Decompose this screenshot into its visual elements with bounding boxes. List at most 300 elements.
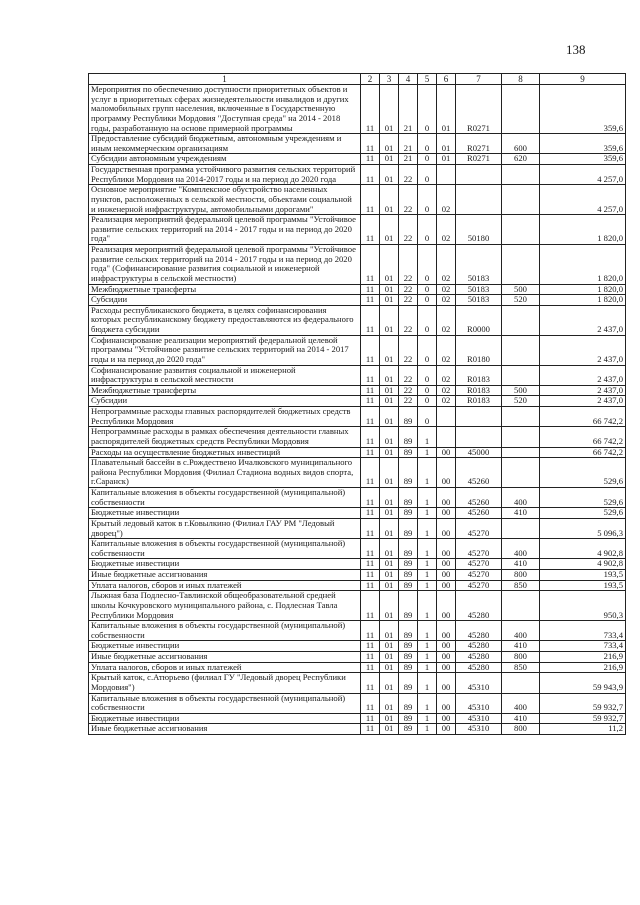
row-code: 11	[361, 215, 380, 245]
row-code: 00	[437, 621, 456, 641]
row-name: Капитальные вложения в объекты государственной (муниципальной) собственности	[89, 621, 361, 641]
row-code: 01	[380, 570, 399, 581]
row-code	[502, 335, 540, 365]
row-code: 11	[361, 85, 380, 134]
row-code: 00	[437, 693, 456, 713]
row-amount: 193,5	[540, 580, 626, 591]
row-code: 11	[361, 335, 380, 365]
row-code	[502, 365, 540, 385]
row-amount: 4 257,0	[540, 165, 626, 185]
row-code: 02	[437, 396, 456, 407]
row-code: 00	[437, 641, 456, 652]
row-name: Основное мероприятие "Комплексное обустройство населенных пунктов, расположенных в сельской местности, объектами социальной и инженерной инфраструктуры, автомобильными дорогами"	[89, 185, 361, 215]
row-code: 01	[380, 407, 399, 427]
row-code: 45280	[456, 621, 502, 641]
row-code: 11	[361, 652, 380, 663]
row-code: 1	[418, 580, 437, 591]
row-code: 89	[399, 407, 418, 427]
row-name: Уплата налогов, сборов и иных платежей	[89, 662, 361, 673]
row-code: R0180	[456, 335, 502, 365]
row-code: 1	[418, 488, 437, 508]
row-code	[502, 447, 540, 458]
table-row	[89, 447, 626, 458]
row-amount: 66 742,2	[540, 427, 626, 447]
row-name: Межбюджетные трансферты	[89, 284, 361, 295]
row-code: 01	[380, 724, 399, 735]
row-code: 50183	[456, 295, 502, 306]
table-body	[89, 85, 626, 735]
table-row	[89, 427, 626, 447]
row-code: 89	[399, 570, 418, 581]
row-code: 00	[437, 447, 456, 458]
row-code: 11	[361, 154, 380, 165]
row-code: 22	[399, 245, 418, 285]
row-code: 01	[380, 365, 399, 385]
row-code	[502, 427, 540, 447]
row-code: 00	[437, 559, 456, 570]
table-row	[89, 165, 626, 185]
row-name: Субсидии	[89, 396, 361, 407]
table-row	[89, 305, 626, 335]
row-code: 410	[502, 559, 540, 570]
row-code	[502, 85, 540, 134]
row-code: R0000	[456, 305, 502, 335]
row-name: Крытый каток, с.Атюрьево (филиал ГУ "Ледовый дворец Республики Мордовия")	[89, 673, 361, 693]
table-row	[89, 488, 626, 508]
row-code: 11	[361, 693, 380, 713]
row-code: 01	[380, 396, 399, 407]
row-code: 0	[418, 335, 437, 365]
row-code: 00	[437, 580, 456, 591]
row-code: 89	[399, 580, 418, 591]
header-cell: 5	[418, 74, 437, 85]
row-code	[502, 165, 540, 185]
row-amount: 733,4	[540, 641, 626, 652]
row-code: 02	[437, 245, 456, 285]
row-amount: 4 257,0	[540, 185, 626, 215]
row-code	[437, 427, 456, 447]
row-name: Реализация мероприятий федеральной целевой программы "Устойчивое развитие сельских территорий на 2014 - 2017 годы и на период до 2020 года" (Софинансирование развития социальной и инженерной инфраструктуры в сельской местности)	[89, 245, 361, 285]
row-code: 0	[418, 407, 437, 427]
row-code: 45260	[456, 458, 502, 488]
row-code: 22	[399, 305, 418, 335]
row-name: Бюджетные инвестиции	[89, 713, 361, 724]
row-name: Крытый ледовый каток в г.Ковылкино (Филиал ГАУ РМ "Ледовый дворец")	[89, 518, 361, 538]
row-code: 01	[380, 641, 399, 652]
row-code: 45280	[456, 591, 502, 621]
row-code: 00	[437, 652, 456, 663]
table-row	[89, 396, 626, 407]
table-row	[89, 185, 626, 215]
table-row	[89, 662, 626, 673]
row-name: Мероприятия по обеспечению доступности приоритетных объектов и услуг в приоритетных сферах жизнедеятельности инвалидов и других маломобильных групп населения, включенные в Государственную программу Республики Мордовия "Доступная среда" на 2014 - 2018 годы, разработанную на основе примерной программы	[89, 85, 361, 134]
row-name: Капитальные вложения в объекты государственной (муниципальной) собственности	[89, 488, 361, 508]
row-code: 520	[502, 295, 540, 306]
row-code: 11	[361, 447, 380, 458]
row-code: 45270	[456, 570, 502, 581]
row-amount: 529,6	[540, 458, 626, 488]
row-code: 89	[399, 559, 418, 570]
row-code: 1	[418, 458, 437, 488]
header-cell: 8	[502, 74, 540, 85]
row-name: Капитальные вложения в объекты государственной (муниципальной) собственности	[89, 693, 361, 713]
row-code: 0	[418, 365, 437, 385]
row-code: 11	[361, 724, 380, 735]
row-code: 22	[399, 335, 418, 365]
row-code: 0	[418, 284, 437, 295]
row-name: Софинансирование реализации мероприятий федеральной целевой программы "Устойчивое развитие сельских территорий на 2014 - 2017 годы и на период до 2020 года"	[89, 335, 361, 365]
row-name: Непрограммные расходы главных распорядителей бюджетных средств Республики Мордовия	[89, 407, 361, 427]
header-row	[89, 74, 626, 85]
row-code: 22	[399, 185, 418, 215]
row-amount: 1 820,0	[540, 295, 626, 306]
table-row	[89, 134, 626, 154]
row-code: 89	[399, 641, 418, 652]
row-code: 11	[361, 165, 380, 185]
row-name: Субсидии	[89, 295, 361, 306]
row-name: Государственная программа устойчивого развития сельских территорий Республики Мордовия на 2014-2017 годы и на период до 2020 года	[89, 165, 361, 185]
row-code: 02	[437, 365, 456, 385]
row-amount: 2 437,0	[540, 396, 626, 407]
row-code	[502, 185, 540, 215]
row-code: 0	[418, 396, 437, 407]
row-code	[456, 407, 502, 427]
row-code: 520	[502, 396, 540, 407]
row-code: 11	[361, 245, 380, 285]
row-code: 620	[502, 154, 540, 165]
table-row	[89, 621, 626, 641]
row-code: 11	[361, 621, 380, 641]
row-code: 00	[437, 539, 456, 559]
row-name: Межбюджетные трансферты	[89, 385, 361, 396]
row-code: 0	[418, 185, 437, 215]
row-code: R0183	[456, 365, 502, 385]
row-code: 89	[399, 447, 418, 458]
row-code: 11	[361, 508, 380, 519]
row-amount: 5 096,3	[540, 518, 626, 538]
row-code: 02	[437, 295, 456, 306]
row-code	[456, 427, 502, 447]
row-code: 800	[502, 570, 540, 581]
row-code: 11	[361, 185, 380, 215]
row-name: Софинансирование развития социальной и инженерной инфраструктуры в сельской местности	[89, 365, 361, 385]
row-code: 800	[502, 652, 540, 663]
table-row	[89, 284, 626, 295]
row-code: 1	[418, 539, 437, 559]
row-code: 00	[437, 662, 456, 673]
row-code: 11	[361, 539, 380, 559]
header-cell: 3	[380, 74, 399, 85]
row-code: 21	[399, 154, 418, 165]
table-row	[89, 518, 626, 538]
row-code: 11	[361, 580, 380, 591]
row-code: 89	[399, 621, 418, 641]
row-code: 01	[380, 488, 399, 508]
row-code: 89	[399, 713, 418, 724]
row-code: 02	[437, 385, 456, 396]
row-code: 89	[399, 662, 418, 673]
row-amount: 2 437,0	[540, 365, 626, 385]
row-code: 89	[399, 652, 418, 663]
row-code: 00	[437, 724, 456, 735]
row-code: R0271	[456, 134, 502, 154]
row-code: 00	[437, 591, 456, 621]
row-code: 11	[361, 134, 380, 154]
row-code: 500	[502, 385, 540, 396]
row-code: 22	[399, 215, 418, 245]
row-amount: 1 820,0	[540, 284, 626, 295]
row-code: 11	[361, 641, 380, 652]
row-name: Предоставление субсидий бюджетным, автономным учреждениям и иным некоммерческим организациям	[89, 134, 361, 154]
row-amount: 2 437,0	[540, 305, 626, 335]
row-name: Бюджетные инвестиции	[89, 559, 361, 570]
table-row	[89, 673, 626, 693]
row-code: 01	[380, 335, 399, 365]
row-code: 89	[399, 458, 418, 488]
row-code	[502, 458, 540, 488]
row-code: 89	[399, 508, 418, 519]
row-code	[456, 165, 502, 185]
row-code: 22	[399, 385, 418, 396]
row-code: 50183	[456, 245, 502, 285]
table-row	[89, 724, 626, 735]
row-amount: 359,6	[540, 134, 626, 154]
row-code: R0183	[456, 396, 502, 407]
row-code: 45260	[456, 508, 502, 519]
row-code	[437, 407, 456, 427]
row-code: 89	[399, 518, 418, 538]
header-cell: 4	[399, 74, 418, 85]
row-code: 89	[399, 673, 418, 693]
row-amount: 529,6	[540, 508, 626, 519]
row-code: 45310	[456, 724, 502, 735]
row-name: Расходы республиканского бюджета, в целях софинансирования которых республиканскому бюджету предоставляются из федерального бюджета субсидии	[89, 305, 361, 335]
row-amount: 1 820,0	[540, 215, 626, 245]
row-code: 600	[502, 134, 540, 154]
row-code: 11	[361, 591, 380, 621]
row-code: 02	[437, 185, 456, 215]
header-cell: 9	[540, 74, 626, 85]
row-code: 01	[437, 154, 456, 165]
row-code: 00	[437, 570, 456, 581]
row-code: R0271	[456, 85, 502, 134]
row-code: 01	[380, 215, 399, 245]
row-code	[502, 245, 540, 285]
row-amount: 66 742,2	[540, 447, 626, 458]
row-code: 1	[418, 713, 437, 724]
row-code: 01	[380, 621, 399, 641]
row-code: 01	[380, 713, 399, 724]
row-code: 21	[399, 134, 418, 154]
budget-table	[88, 73, 626, 735]
row-code	[502, 591, 540, 621]
row-amount: 59 932,7	[540, 713, 626, 724]
row-code: 11	[361, 305, 380, 335]
table-row	[89, 580, 626, 591]
table-row	[89, 365, 626, 385]
row-name: Расходы на осуществление бюджетных инвестиций	[89, 447, 361, 458]
row-code: 89	[399, 488, 418, 508]
row-code: 1	[418, 559, 437, 570]
row-code: 400	[502, 621, 540, 641]
row-code: 0	[418, 295, 437, 306]
row-code: 11	[361, 673, 380, 693]
row-code: 02	[437, 215, 456, 245]
row-code: 11	[361, 488, 380, 508]
row-code: 11	[361, 365, 380, 385]
row-code: 11	[361, 295, 380, 306]
row-code: 01	[380, 284, 399, 295]
row-code: 01	[380, 185, 399, 215]
row-code: 1	[418, 570, 437, 581]
row-amount: 66 742,2	[540, 407, 626, 427]
row-code: 02	[437, 284, 456, 295]
row-amount: 193,5	[540, 570, 626, 581]
row-code: 21	[399, 85, 418, 134]
row-amount: 359,6	[540, 85, 626, 134]
header-cell: 6	[437, 74, 456, 85]
row-code: 1	[418, 508, 437, 519]
row-code: 02	[437, 305, 456, 335]
table-row	[89, 245, 626, 285]
row-code	[502, 215, 540, 245]
row-code: 01	[380, 458, 399, 488]
header-cell: 2	[361, 74, 380, 85]
row-amount: 216,9	[540, 662, 626, 673]
header-cell: 7	[456, 74, 502, 85]
table-row	[89, 713, 626, 724]
row-code: 1	[418, 673, 437, 693]
row-code: 1	[418, 447, 437, 458]
row-code: 01	[380, 154, 399, 165]
row-name: Реализация мероприятий федеральной целевой программы "Устойчивое развитие сельских территорий на 2014 - 2017 годы и на период до 2020 года"	[89, 215, 361, 245]
row-code: 01	[380, 518, 399, 538]
row-code: 0	[418, 154, 437, 165]
row-code: 45270	[456, 559, 502, 570]
row-code: 400	[502, 539, 540, 559]
row-code: 11	[361, 518, 380, 538]
page-number: 138	[566, 42, 586, 57]
row-code: 01	[380, 85, 399, 134]
row-name: Капитальные вложения в объекты государственной (муниципальной) собственности	[89, 539, 361, 559]
row-code: 410	[502, 641, 540, 652]
row-code: 11	[361, 385, 380, 396]
row-name: Иные бюджетные ассигнования	[89, 724, 361, 735]
row-code: 01	[380, 662, 399, 673]
row-code: 0	[418, 165, 437, 185]
row-code: 02	[437, 335, 456, 365]
row-name: Бюджетные инвестиции	[89, 508, 361, 519]
row-code: 89	[399, 591, 418, 621]
table-row	[89, 385, 626, 396]
row-amount: 950,3	[540, 591, 626, 621]
row-code: 850	[502, 662, 540, 673]
row-code: 0	[418, 134, 437, 154]
row-code: 22	[399, 165, 418, 185]
row-code: 00	[437, 518, 456, 538]
table-row	[89, 591, 626, 621]
row-code: 01	[380, 295, 399, 306]
row-code: 50180	[456, 215, 502, 245]
row-code: 01	[437, 134, 456, 154]
row-code: 400	[502, 488, 540, 508]
row-code: 01	[380, 508, 399, 519]
row-amount: 359,6	[540, 154, 626, 165]
table-row	[89, 295, 626, 306]
table-row	[89, 508, 626, 519]
row-name: Иные бюджетные ассигнования	[89, 652, 361, 663]
row-code	[502, 673, 540, 693]
row-code: 45270	[456, 518, 502, 538]
row-code: 01	[380, 305, 399, 335]
row-code: 11	[361, 458, 380, 488]
row-name: Уплата налогов, сборов и иных платежей	[89, 580, 361, 591]
row-code: 00	[437, 713, 456, 724]
row-code: 01	[380, 591, 399, 621]
row-code: 11	[361, 396, 380, 407]
row-code: 1	[418, 621, 437, 641]
row-code: 00	[437, 488, 456, 508]
row-code: R0271	[456, 154, 502, 165]
table-row	[89, 85, 626, 134]
row-code: 45280	[456, 641, 502, 652]
row-code: 00	[437, 508, 456, 519]
row-code: 89	[399, 724, 418, 735]
row-code: 500	[502, 284, 540, 295]
table-row	[89, 652, 626, 663]
row-name: Субсидии автономным учреждениям	[89, 154, 361, 165]
row-code: R0183	[456, 385, 502, 396]
table-row	[89, 570, 626, 581]
row-code: 1	[418, 724, 437, 735]
row-code: 45280	[456, 652, 502, 663]
table-row	[89, 641, 626, 652]
table-row	[89, 407, 626, 427]
row-code: 45000	[456, 447, 502, 458]
row-code: 01	[380, 134, 399, 154]
row-code	[437, 165, 456, 185]
row-code: 1	[418, 591, 437, 621]
table-row	[89, 215, 626, 245]
row-name: Бюджетные инвестиции	[89, 641, 361, 652]
row-code: 01	[380, 673, 399, 693]
row-amount: 2 437,0	[540, 335, 626, 365]
row-name: Лыжная база Подлесно-Тавлинской общеобразовательной средней школы Кочкуровского муниципального района, с. Подлесная Тавла Республики Мордовия	[89, 591, 361, 621]
row-code: 850	[502, 580, 540, 591]
row-code: 01	[380, 539, 399, 559]
row-code: 22	[399, 284, 418, 295]
row-code: 45270	[456, 539, 502, 559]
row-amount: 216,9	[540, 652, 626, 663]
row-code	[456, 185, 502, 215]
row-code: 89	[399, 539, 418, 559]
row-code: 01	[380, 427, 399, 447]
row-code: 22	[399, 396, 418, 407]
row-amount: 4 902,8	[540, 539, 626, 559]
row-code: 01	[380, 652, 399, 663]
row-code: 01	[380, 245, 399, 285]
row-code: 11	[361, 570, 380, 581]
row-amount: 733,4	[540, 621, 626, 641]
table-row	[89, 458, 626, 488]
row-code: 01	[380, 559, 399, 570]
row-code: 45310	[456, 673, 502, 693]
row-amount: 59 932,7	[540, 693, 626, 713]
row-code: 410	[502, 508, 540, 519]
row-code: 50183	[456, 284, 502, 295]
row-code: 0	[418, 245, 437, 285]
table-row	[89, 693, 626, 713]
